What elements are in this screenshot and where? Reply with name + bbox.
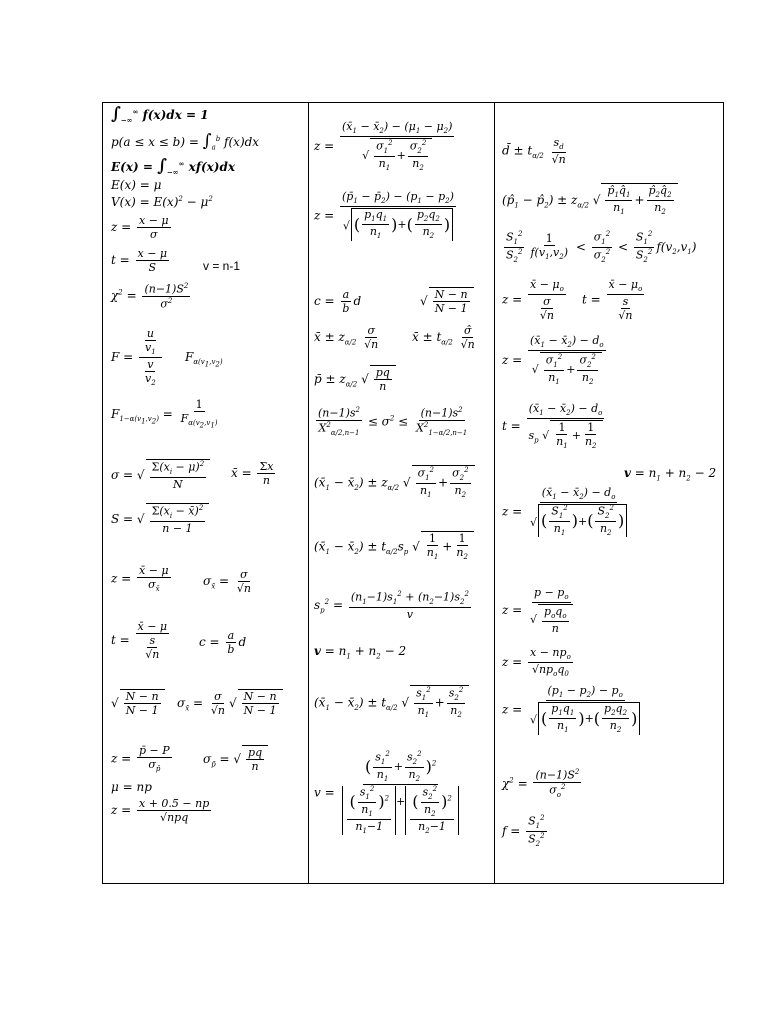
f-inverse-formula: $F_{1-\alpha(v_1,v_2)}$ = $\frac{1}{F_{\alpha(v_2,v_1)}}$ [111,398,218,430]
probability-interval-formula: $p(a \le x \le b) = \int_a^b$ f(x)dx [111,131,260,152]
ci-variance-formula: $\frac{(n-1)s^2}{X^2_{\alpha/2,n-1}}$ ≤ $\sigma^2$ ≤ $\frac{(n-1)s^2}{X^2_{1-\alpha/2,n-1}}$ [318,406,468,437]
finite-population-correction: √ $\frac{N - n}{N - 1}$ [111,689,165,716]
z-score-formula: z = $\frac{x - \mu}{\sigma}$ [111,214,169,241]
chi-square-formula: $\chi^2$ = $\frac{(n-1)S^2}{\sigma^2}$ [111,282,189,311]
z-test-two-proportions-formula: z = $(p_1 - p_2) - p_o$ √ ( $\frac{p_1q_1}{n_1}$ ) + ( $\frac{p_2q_2}{n_2}$ ) [502,685,644,735]
chi-square-test-formula: $\chi^2$ = $\frac{(n-1)S^2}{\sigma_o^2}$ [502,768,580,799]
population-sd-formula: σ = √ $\frac{\Sigma(x_i - \mu)^2}{N}$ [111,459,210,490]
pdf-integral-formula: $\int_{-\infty}^\infty$ f(x)dx = 1 [111,104,209,125]
variance-formula: $V(x) = E(x)^2 - \mu^2$ [111,195,213,209]
finite-population-correction-2: √ $\frac{N - n}{N - 1}$ [420,287,474,314]
z-test-difference-formula: z = ($x̄_1$ − $x̄_2) - d_o$ √ $\frac{\sigma_1^2}{n_1}$ + $\frac{\sigma_2^2}{n_2}$ [502,334,604,387]
sample-mean-formula: x̄ = $\frac{\Sigma x}{n}$ [231,460,274,487]
ci-mean-z-formula: x̄ ± $z_{\alpha/2}$ $\frac{\sigma}{√n}$ [314,324,379,351]
expectation-formula: $E(x) = \int_{-\infty}^\infty$ xf(x)dx [111,156,236,177]
ci-difference-z-formula: ($x̄_1$ − $x̄_2) \pm z_{\alpha/2}$ √ $\frac{\sigma_1^2}{n_1}$ + $\frac{\sigma_2^2}{n_2}$ [314,465,475,499]
ci-difference-proportions-formula: ($p̂_1$ − $p̂_2) \pm z_{\alpha/2}$ √ $\frac{p̂_1q̂_1}{n_1}$ + $\frac{p̂_2q̂_2}{n_2}$ [502,183,678,216]
f-statistic-formula: F = $\frac{\frac{u}{v_1}}{\frac{v}{v_2}}$ [111,328,164,387]
pooled-df-formula: $v = n_1 + n_2 - 2$ [314,644,407,661]
welch-df-formula: v = ( $\frac{s_1^2}{n_1}$ + $\frac{s_2^2}{n_2}$ )$^2$ ( $\frac{s_1^2}{n_1}$ )$^2$ $n_1-1$ + ( $\frac{s_2^2}{n_2}$ )$^2$ $n_2-1$ [314,751,463,835]
sample-sd-formula: S = √ $\frac{\Sigma(x_i - x̄)^2}{n - 1}$ [111,503,209,534]
standard-error-proportion-formula: $\sigma_{p̄}$ = √ $\frac{pq}{n}$ [203,745,268,772]
c-factor-formula-2: c = $\frac{a}{b}$ d [314,288,362,315]
column-probability [103,103,309,883]
f-critical-formula: $F_{\alpha(v_1,v_2)}$ [185,350,223,369]
z-mean-formula: z = $\frac{x̄ - \mu}{\sigma_{x̄}}$ [111,564,169,594]
t-test-pooled-formula: t = ($x̄_1$ − $x̄_2) - d_o$ $s_p$ √ $\frac{1}{n_1}$ + $\frac{1}{n_2}$ [502,402,603,451]
z-test-count-formula: z = $\frac{x - np_o}{√np_oq_0}$ [502,646,571,679]
ci-mean-t-formula: x̄ ± $t_{\alpha/2}$ $\frac{\sigmâ}{√n}$ [412,324,475,351]
formula-sheet-table [102,102,724,884]
ci-proportion-formula: p̄ ± $z_{\alpha/2}$ √ $\frac{pq}{n}$ [314,365,396,392]
binomial-mean-formula: μ = np [111,780,152,794]
z-test-difference-s-formula: z = ($x̄_1$ − $x̄_2) - d_o$ √ ( $\frac{S_1^2}{n_1}$ ) + ( $\frac{S_2^2}{n_2}$ ) [502,487,631,537]
standard-error-fpc-formula: $\sigma_{x̄}$ = $\frac{\sigma}{√n}$ √ $\frac{N - n}{N - 1}$ [177,689,283,716]
z-two-means-formula: z = ($x̄_1$ − $x̄_2) - (\mu_1 - \mu_2)$ √ $\frac{\sigma_1^2}{n_1}$ + $\frac{\sigma_2^2}{n_2}$ [314,120,453,173]
z-test-proportion-formula: z = $p - p_o$ √ $\frac{p_oq_o}{n}$ [502,587,577,634]
mean-formula: E(x) = μ [111,178,162,192]
column-hypothesis-tests [494,103,723,883]
z-proportion-formula: z = $\frac{p̄ - P}{\sigma_{p̄}}$ [111,744,170,774]
ci-paired-formula: d̄ ± $t_{\alpha/2}$ $\frac{s_d}{√n}$ [502,136,566,167]
t-test-mean-formula: t = $\frac{x̄ - \mu_o}{\frac{s}{√n}}$ [582,278,643,323]
degrees-of-freedom-label: v = n-1 [203,259,241,273]
column-estimation [308,103,495,883]
ci-variance-ratio-formula: $\frac{S_1^2}{S_2^2}$ $\frac{1}{f(v_1,v_2)}$ < $\frac{\sigma_1^2}{\sigma_2^2}$ < $\frac{S_1^2}{S_2^2}$ $f(v_2,v_1)$ [506,230,697,264]
c-factor-formula: c = $\frac{a}{b}$ d [199,629,247,656]
f-test-formula: f = $\frac{S_1^2}{S_2^2}$ [502,814,545,848]
pooled-variance-formula: $s_p^2$ = $\frac{(n_1-1)s_1^2 + (n_2-1)s_2^2}{v}$ [314,590,469,621]
z-test-mean-formula: z = $\frac{x̄ - \mu_o}{\frac{\sigma}{√n}}$ [502,278,564,323]
t-mean-formula: t = $\frac{x̄ - \mu}{\frac{s}{√n}}$ [111,620,168,661]
standard-error-formula: $\sigma_{x̄}$ = $\frac{\sigma}{√n}$ [203,568,251,595]
ci-difference-pooled-formula: ($x̄_1$ − $x̄_2) \pm t_{\alpha/2}s_p$ √ $\frac{1}{n_1}$ + $\frac{1}{n_2}$ [314,531,474,561]
pooled-df-formula-2: $v = n_1 + n_2 - 2$ [624,466,717,483]
t-score-formula: t = $\frac{x - \mu}{S}$ [111,247,168,274]
continuity-correction-formula: z = $\frac{x + 0.5 - np}{\text{√npq}}$ [111,797,210,824]
z-two-proportions-formula: z = ($p̄_1$ − $p̄_2) - (p_1 - p_2)$ √ ( $\frac{p_1q_1}{n_1}$ ) + ( $\frac{p_2q_2}{n_2}$ ) [314,190,454,241]
ci-difference-welch-formula: ($x̄_1$ − $x̄_2) \pm t_{\alpha/2}$ √ $\frac{s_1^2}{n_1}$ + $\frac{s_2^2}{n_2}$ [314,685,469,719]
